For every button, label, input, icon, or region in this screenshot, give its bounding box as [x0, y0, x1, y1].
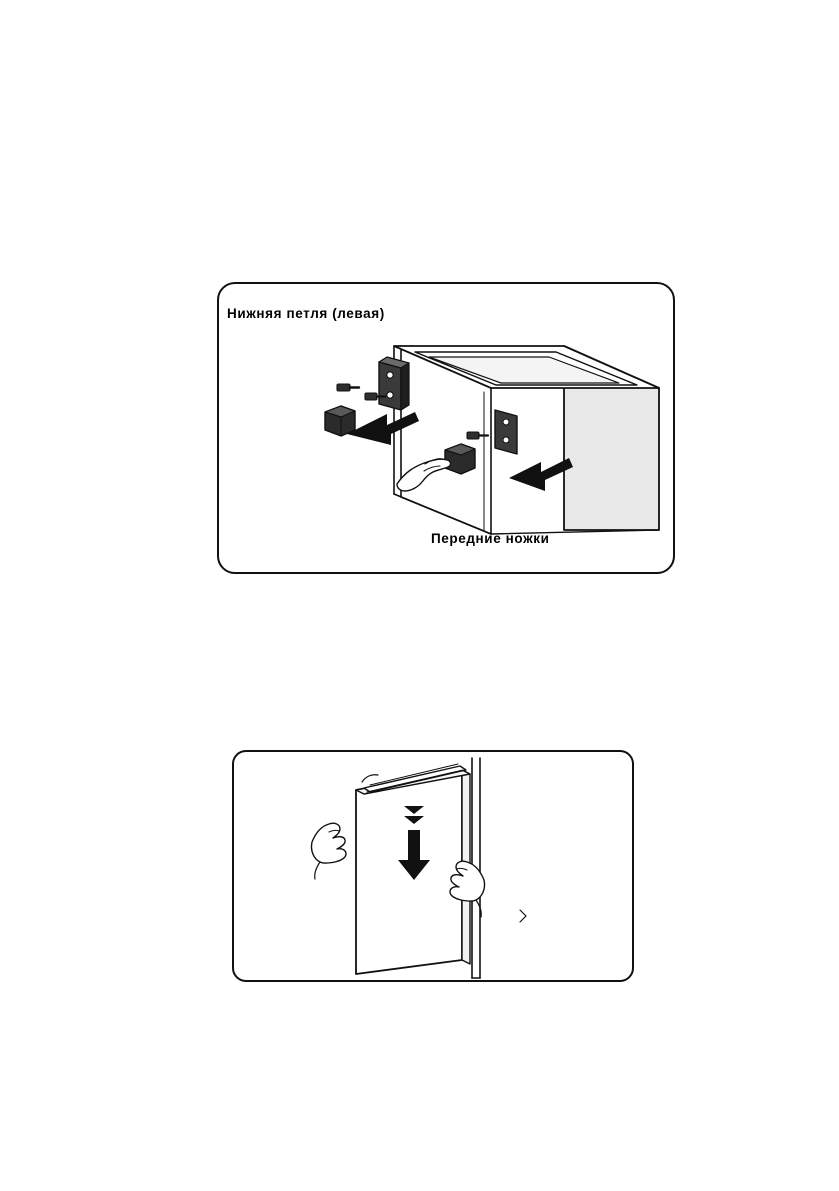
figure-door-removal	[232, 750, 634, 982]
figure-label-bottom-hinge: Нижняя петля (левая)	[227, 306, 385, 321]
figure-label-front-feet: Передние ножки	[431, 531, 550, 546]
figure-door-removal-illustration	[234, 752, 636, 984]
figure-bottom-hinge	[217, 282, 675, 574]
